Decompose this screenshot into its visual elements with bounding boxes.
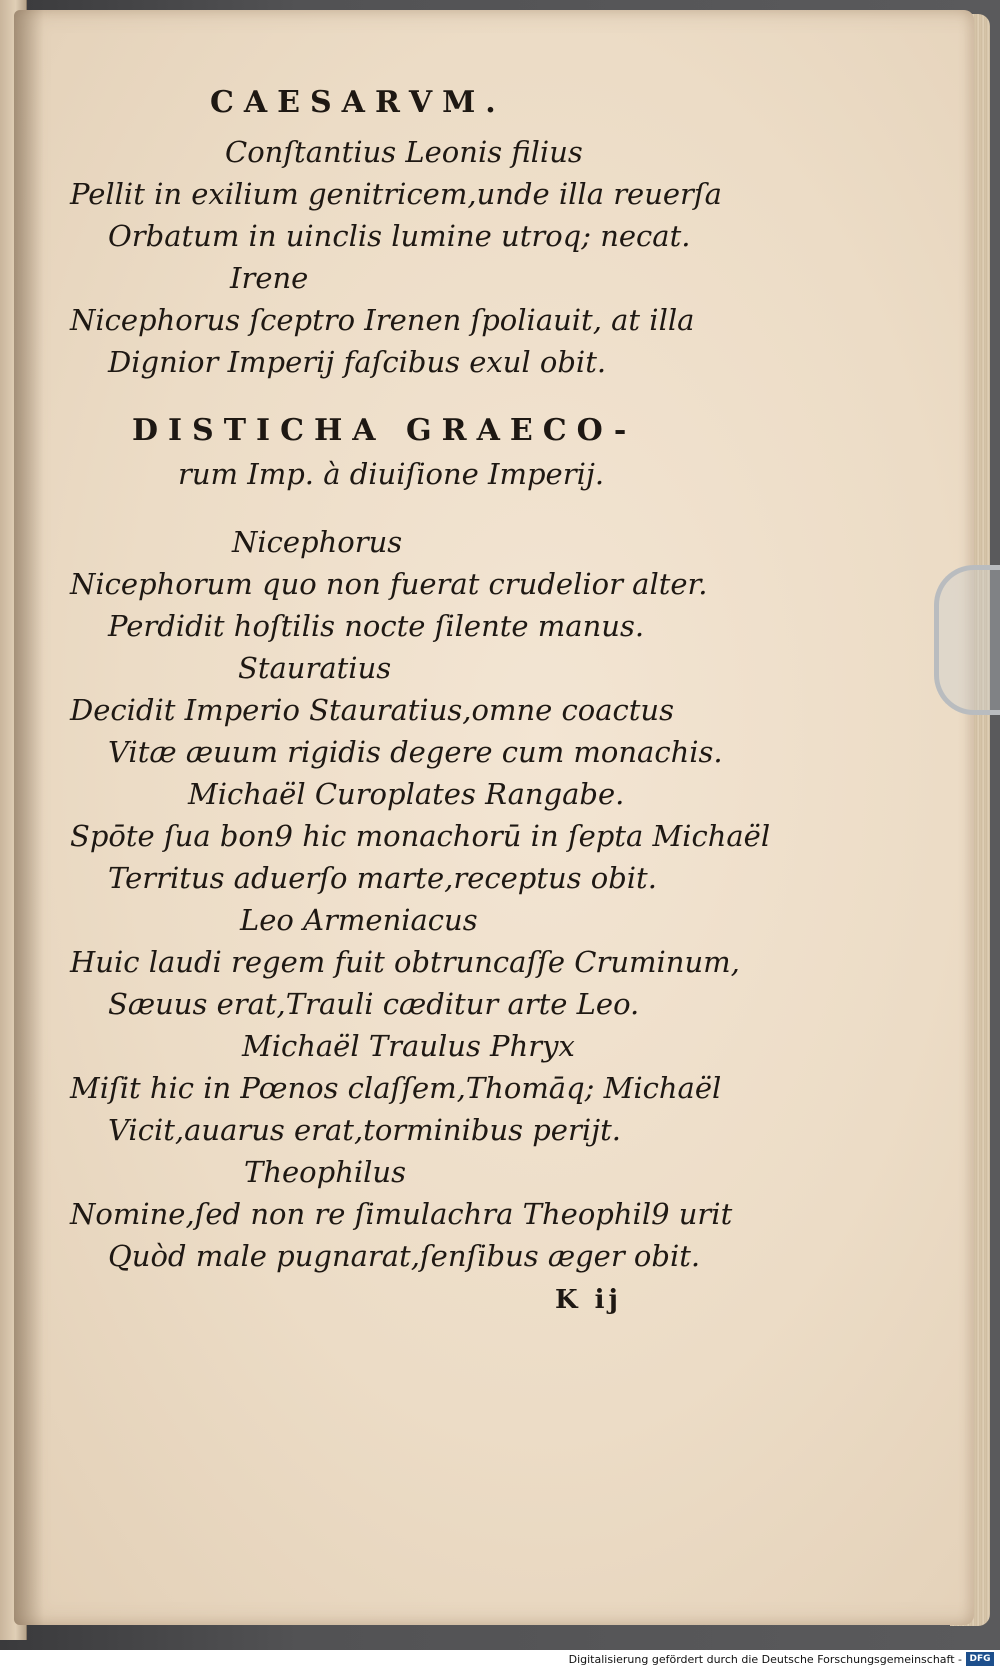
running-heading: CAESARVM. xyxy=(210,85,506,120)
name-line: Michaël Traulus Phryx xyxy=(242,1029,575,1063)
name-line: Irene xyxy=(230,261,309,295)
verse-line: Nomine,ſed non re ſimulachra Theophil9 urit xyxy=(70,1197,733,1231)
verse-line: Vitæ æuum rigidis degere cum monachis. xyxy=(108,735,723,769)
section-subheading: rum Imp. à diuiſione Imperij. xyxy=(178,457,605,491)
name-line: Leo Armeniacus xyxy=(240,903,478,937)
signature-mark: K ij xyxy=(555,1285,622,1315)
verse-line: Spōte ſua bon9 hic monachorū in ſepta Michaël xyxy=(70,819,771,853)
name-line: Michaël Curoplates Rangabe. xyxy=(188,777,625,811)
verse-line: Vicit,auarus erat,torminibus perijt. xyxy=(108,1113,621,1147)
verse-line: Decidit Imperio Stauratius,omne coactus xyxy=(70,693,674,727)
verse-line: Miſit hic in Pœnos claſſem,Thomāq; Michaël xyxy=(70,1071,722,1105)
verse-line: Quòd male pugnarat,ſenſibus æger obit. xyxy=(108,1239,701,1273)
dfg-logo: DFG xyxy=(966,1652,994,1666)
verse-line: Dignior Imperij faſcibus exul obit. xyxy=(108,345,607,379)
verse-line: Pellit in exilium genitricem,unde illa reuerſa xyxy=(70,177,722,211)
name-line: Stauratius xyxy=(238,651,392,685)
verse-line: Nicephorum quo non fuerat crudelior alter. xyxy=(70,567,708,601)
name-line: Nicephorus xyxy=(232,525,403,559)
verse-line: Huic laudi regem fuit obtruncaſſe Cruminum, xyxy=(70,945,740,979)
verse-line: Nicephorus ſceptro Irenen ſpoliauit, at illa xyxy=(70,303,695,337)
section-heading: DISTICHA GRAECO- xyxy=(132,413,637,448)
name-line: Conſtantius Leonis filius xyxy=(225,135,583,169)
page-clip xyxy=(934,565,1000,715)
digitization-credit: Digitalisierung gefördert durch die Deutsche Forschungsgemeinschaft - xyxy=(568,1653,962,1666)
verse-line: Perdidit hoſtilis nocte ſilente manus. xyxy=(108,609,645,643)
gutter-shadow xyxy=(14,10,44,1625)
name-line: Theophilus xyxy=(244,1155,406,1189)
verse-line: Orbatum in uinclis lumine utroq; necat. xyxy=(108,219,691,253)
verse-line: Territus aduerſo marte,receptus obit. xyxy=(108,861,657,895)
verse-line: Sæuus erat,Trauli cæditur arte Leo. xyxy=(108,987,640,1021)
